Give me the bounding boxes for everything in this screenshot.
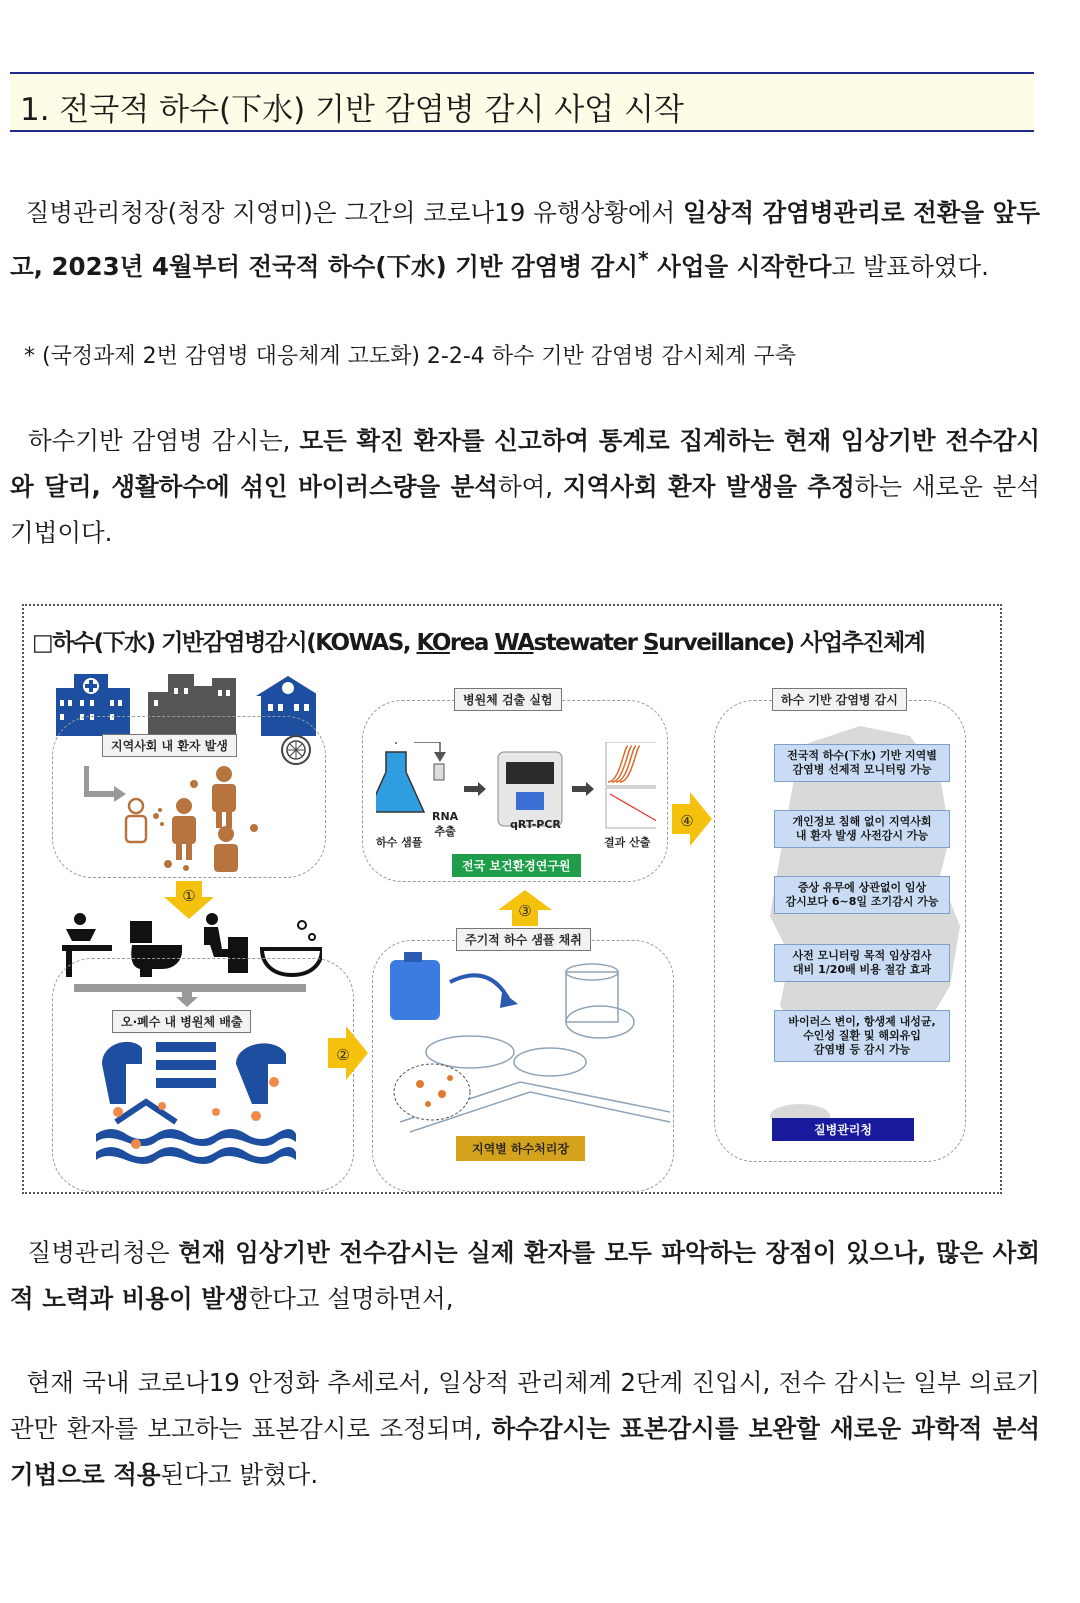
p2-bold-d: 지역사회 환자 발생을 추정 xyxy=(562,472,855,501)
benefit-1: 전국적 하수(下水) 기반 지역별 감염병 선제적 모니터링 가능 xyxy=(774,744,950,782)
figure-title-suffix: ) 사업추진체계 xyxy=(784,630,925,656)
p4-bold-b: 하수감시는 표본감시를 보완할 새로운 과학적 분석기법으로 적용 xyxy=(10,1414,1041,1489)
figure-title-stewater: stewater xyxy=(533,630,643,656)
figure-title-s: S xyxy=(643,630,659,656)
section-title xyxy=(10,72,1034,132)
research-institute-label: 전국 보건환경연구원 xyxy=(452,854,581,877)
benefit-4: 사전 모니터링 목적 임상검사 대비 1/20배 비용 절감 효과 xyxy=(774,944,950,982)
community-tag: 지역사회 내 환자 발생 xyxy=(102,734,237,757)
figure-title-ko: KO xyxy=(416,630,450,656)
p4-text-a: 현재 국내 코로나19 안정화 추세로서, 일상적 관리체계 2단계 진입시, 전수 감시는 일부 의료기관만 환자를 보고하는 표본감시로 조정되며, xyxy=(10,1368,1040,1443)
figure-title-rea: rea xyxy=(449,630,495,656)
monitoring-tag: 하수 기반 감염병 감시 xyxy=(772,688,907,711)
kowas-figure xyxy=(22,604,1002,1194)
rna-label: RNA 추출 xyxy=(432,810,459,838)
sewage-outflow-icon xyxy=(96,1034,296,1174)
paragraph-3 xyxy=(10,1230,1040,1322)
manhole-icon xyxy=(280,734,312,766)
result-label: 결과 산출 xyxy=(604,836,651,849)
figure-title-prefix: □하수(下水) 기반감염병감시(KOWAS, xyxy=(32,630,417,656)
benefit-5: 바이러스 변이, 항생제 내성균, 수인성 질환 및 해외유입 감염병 등 감시 가능 xyxy=(774,1010,950,1062)
kdca-label: 질병관리청 xyxy=(772,1118,914,1141)
p3-bold-b: 현재 임상기반 전수감시는 실제 환자를 모두 파악하는 장점이 있으나, 많은 사회적 노력과 비용이 발생 xyxy=(10,1238,1040,1313)
paragraph-2 xyxy=(10,418,1040,556)
paragraph-4 xyxy=(10,1360,1040,1498)
treatment-plant-label: 지역별 하수처리장 xyxy=(456,1136,585,1161)
p1-asterisk: * xyxy=(637,247,649,271)
p2-text-c: 하여, xyxy=(497,472,563,501)
p3-text-c: 한다고 설명하면서, xyxy=(248,1284,454,1313)
benefit-2: 개인정보 침해 없이 지역사회 내 환자 발생 사전감시 가능 xyxy=(774,810,950,848)
lab-tag: 병원체 검출 실험 xyxy=(454,688,562,711)
section-title-text: 1. 전국적 하수(下水) 기반 감염병 감시 사업 시작 xyxy=(20,92,684,128)
benefit-3: 증상 유무에 상관없이 임상 감시보다 6~8일 조기감시 가능 xyxy=(774,876,950,914)
p1-text-d: 고 발표하였다. xyxy=(831,252,989,282)
step-3-label: ③ xyxy=(518,902,532,920)
figure-title xyxy=(32,624,925,657)
p2-text-a: 하수기반 감염병 감시는, xyxy=(28,426,300,455)
step-2-label: ② xyxy=(336,1046,350,1064)
step-1-label: ① xyxy=(182,887,196,905)
p2-text-e: 하는 새로운 분석기법이다. xyxy=(10,472,1040,547)
qpcr-label: qRT-PCR xyxy=(510,818,561,831)
p4-text-c: 된다고 밝혔다. xyxy=(160,1460,319,1489)
p3-text-a: 질병관리청은 xyxy=(27,1238,179,1267)
paragraph-1 xyxy=(10,190,1040,290)
p1-bold-c: 사업을 시작한다 xyxy=(648,252,832,282)
p2-bold-b: 모든 확진 환자를 신고하여 통계로 집계하는 현재 임상기반 전수감시와 달리, 생활하수에 섞인 바이러스량을 분석 xyxy=(10,426,1040,501)
sample-label: 하수 샘플 xyxy=(376,836,423,849)
treatment-plant-icon xyxy=(380,952,670,1152)
sewage-tag: 오·폐수 내 병원체 배출 xyxy=(112,1010,251,1033)
infected-people-icon xyxy=(84,766,284,876)
sampling-tag: 주기적 하수 샘플 채취 xyxy=(456,928,591,951)
figure-title-urveillance: urveillance xyxy=(658,630,785,656)
figure-title-wa: WA xyxy=(494,630,534,656)
p1-text-a: 질병관리청장(청장 지영미)은 그간의 코로나19 유행상황에서 xyxy=(25,198,683,227)
p1-bold-b: 일상적 감염병관리로 전환을 앞두고, 2023년 4월부터 전국적 하수(下水) 기반 감염병 감시 xyxy=(10,198,1040,282)
footnote: * (국정과제 2번 감염병 대응체계 고도화) 2-2-4 하수 기반 감염병 감시체계 구축 xyxy=(24,344,797,369)
step-4-label: ④ xyxy=(680,812,694,830)
